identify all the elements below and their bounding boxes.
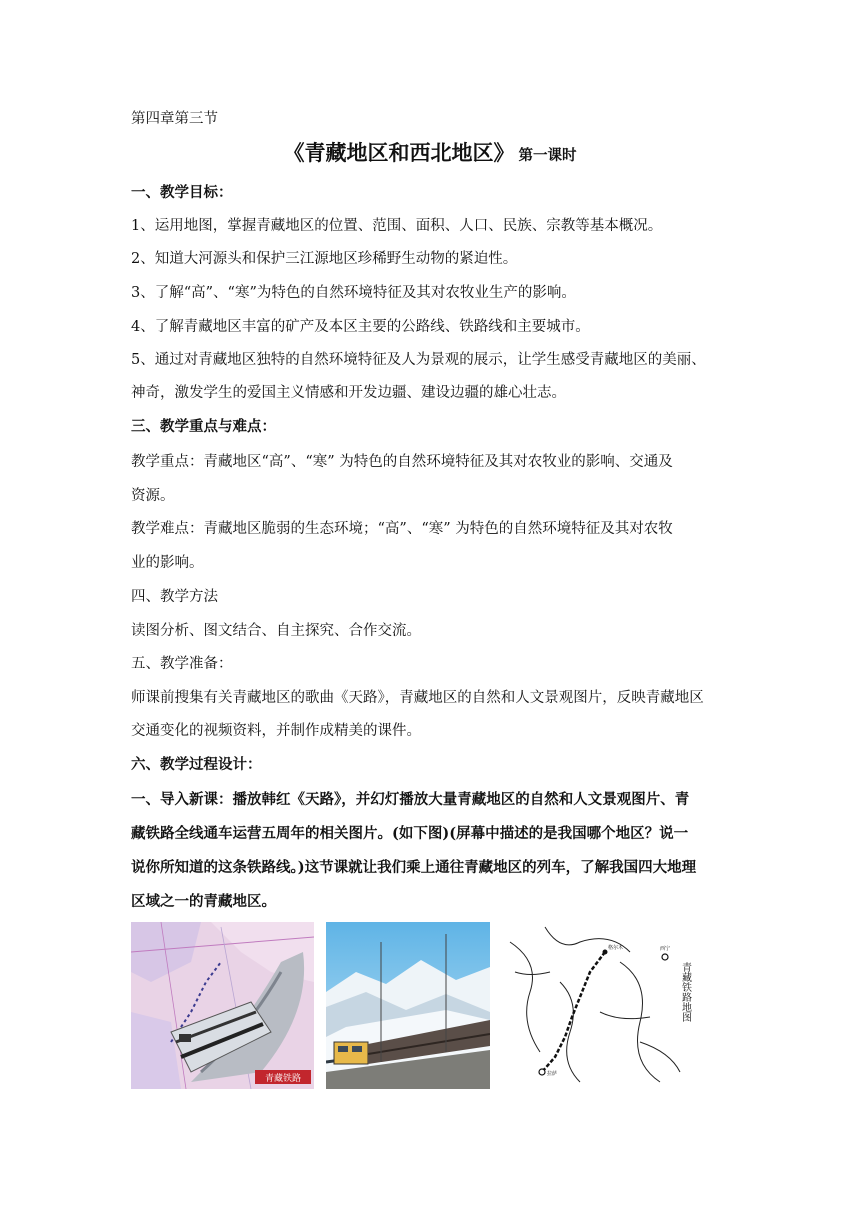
snow-train-photo <box>326 922 490 1089</box>
goal-3: 3、了解“高”、“寒”为特色的自然环境特征及其对农牧业生产的影响。 <box>131 285 576 301</box>
difficulty-line-1: 教学难点：青藏地区脆弱的生态环境；“高”、“寒” 为特色的自然环境特征及其对农牧 <box>131 521 673 537</box>
railway-map-train-image <box>131 922 314 1089</box>
qinghai-tibet-railway-map <box>500 922 705 1089</box>
prep-line-2: 交通变化的视频资料，并制作成精美的课件。 <box>131 723 421 739</box>
key-point-line-2: 资源。 <box>131 488 175 504</box>
city-golmud: 格尔木 <box>608 945 624 951</box>
method-text: 读图分析、图文结合、自主探究、合作交流。 <box>131 623 421 639</box>
process-heading: 六、教学过程设计： <box>131 756 262 773</box>
goals-heading: 一、教学目标： <box>131 184 233 201</box>
method-heading: 四、教学方法 <box>131 589 218 605</box>
goal-1: 1、运用地图，掌握青藏地区的位置、范围、面积、人口、民族、宗教等基本概况。 <box>131 218 663 234</box>
rail-map-title: 青藏铁路地图 <box>679 962 691 1022</box>
chapter-label: 第四章第三节 <box>131 111 218 127</box>
intro-line-3: 说你所知道的这条铁路线。)这节课就让我们乘上通往青藏地区的列车，了解我国四大地理 <box>131 859 697 876</box>
goal-2: 2、知道大河源头和保护三江源地区珍稀野生动物的紧迫性。 <box>131 251 518 267</box>
intro-line-4: 区域之一的青藏地区。 <box>131 893 276 910</box>
intro-line-2: 藏铁路全线通车运营五周年的相关图片。(如下图)(屏幕中描述的是我国哪个地区？说一 <box>131 825 689 842</box>
title-sub: 第一课时 <box>518 148 577 164</box>
prep-line-1: 师课前搜集有关青藏地区的歌曲《天路》，青藏地区的自然和人文景观图片，反映青藏地区 <box>131 690 704 706</box>
document-title <box>0 137 860 167</box>
city-lhasa: 拉萨 <box>547 1071 558 1077</box>
key-point-line-1: 教学重点：青藏地区“高”、“寒” 为特色的自然环境特征及其对农牧业的影响、交通及 <box>131 454 673 470</box>
goal-5-line-2: 神奇，激发学生的爱国主义情感和开发边疆、建设边疆的雄心壮志。 <box>131 385 566 401</box>
prep-heading: 五、教学准备： <box>131 656 233 672</box>
goal-4: 4、了解青藏地区丰富的矿产及本区主要的公路线、铁路线和主要城市。 <box>131 319 590 335</box>
difficulty-line-2: 业的影响。 <box>131 555 204 571</box>
title-main: 《青藏地区和西北地区》 <box>283 141 515 165</box>
goal-5-line-1: 5、通过对青藏地区独特的自然环境特征及人为景观的展示，让学生感受青藏地区的美丽、 <box>131 352 706 368</box>
intro-line-1: 一、导入新课：播放韩红《天路》，并幻灯播放大量青藏地区的自然和人文景观图片、青 <box>131 791 690 808</box>
city-xining: 西宁 <box>660 946 671 952</box>
map-banner-text: 青藏铁路 <box>264 1074 302 1084</box>
key-points-heading: 三、教学重点与难点： <box>131 418 276 435</box>
